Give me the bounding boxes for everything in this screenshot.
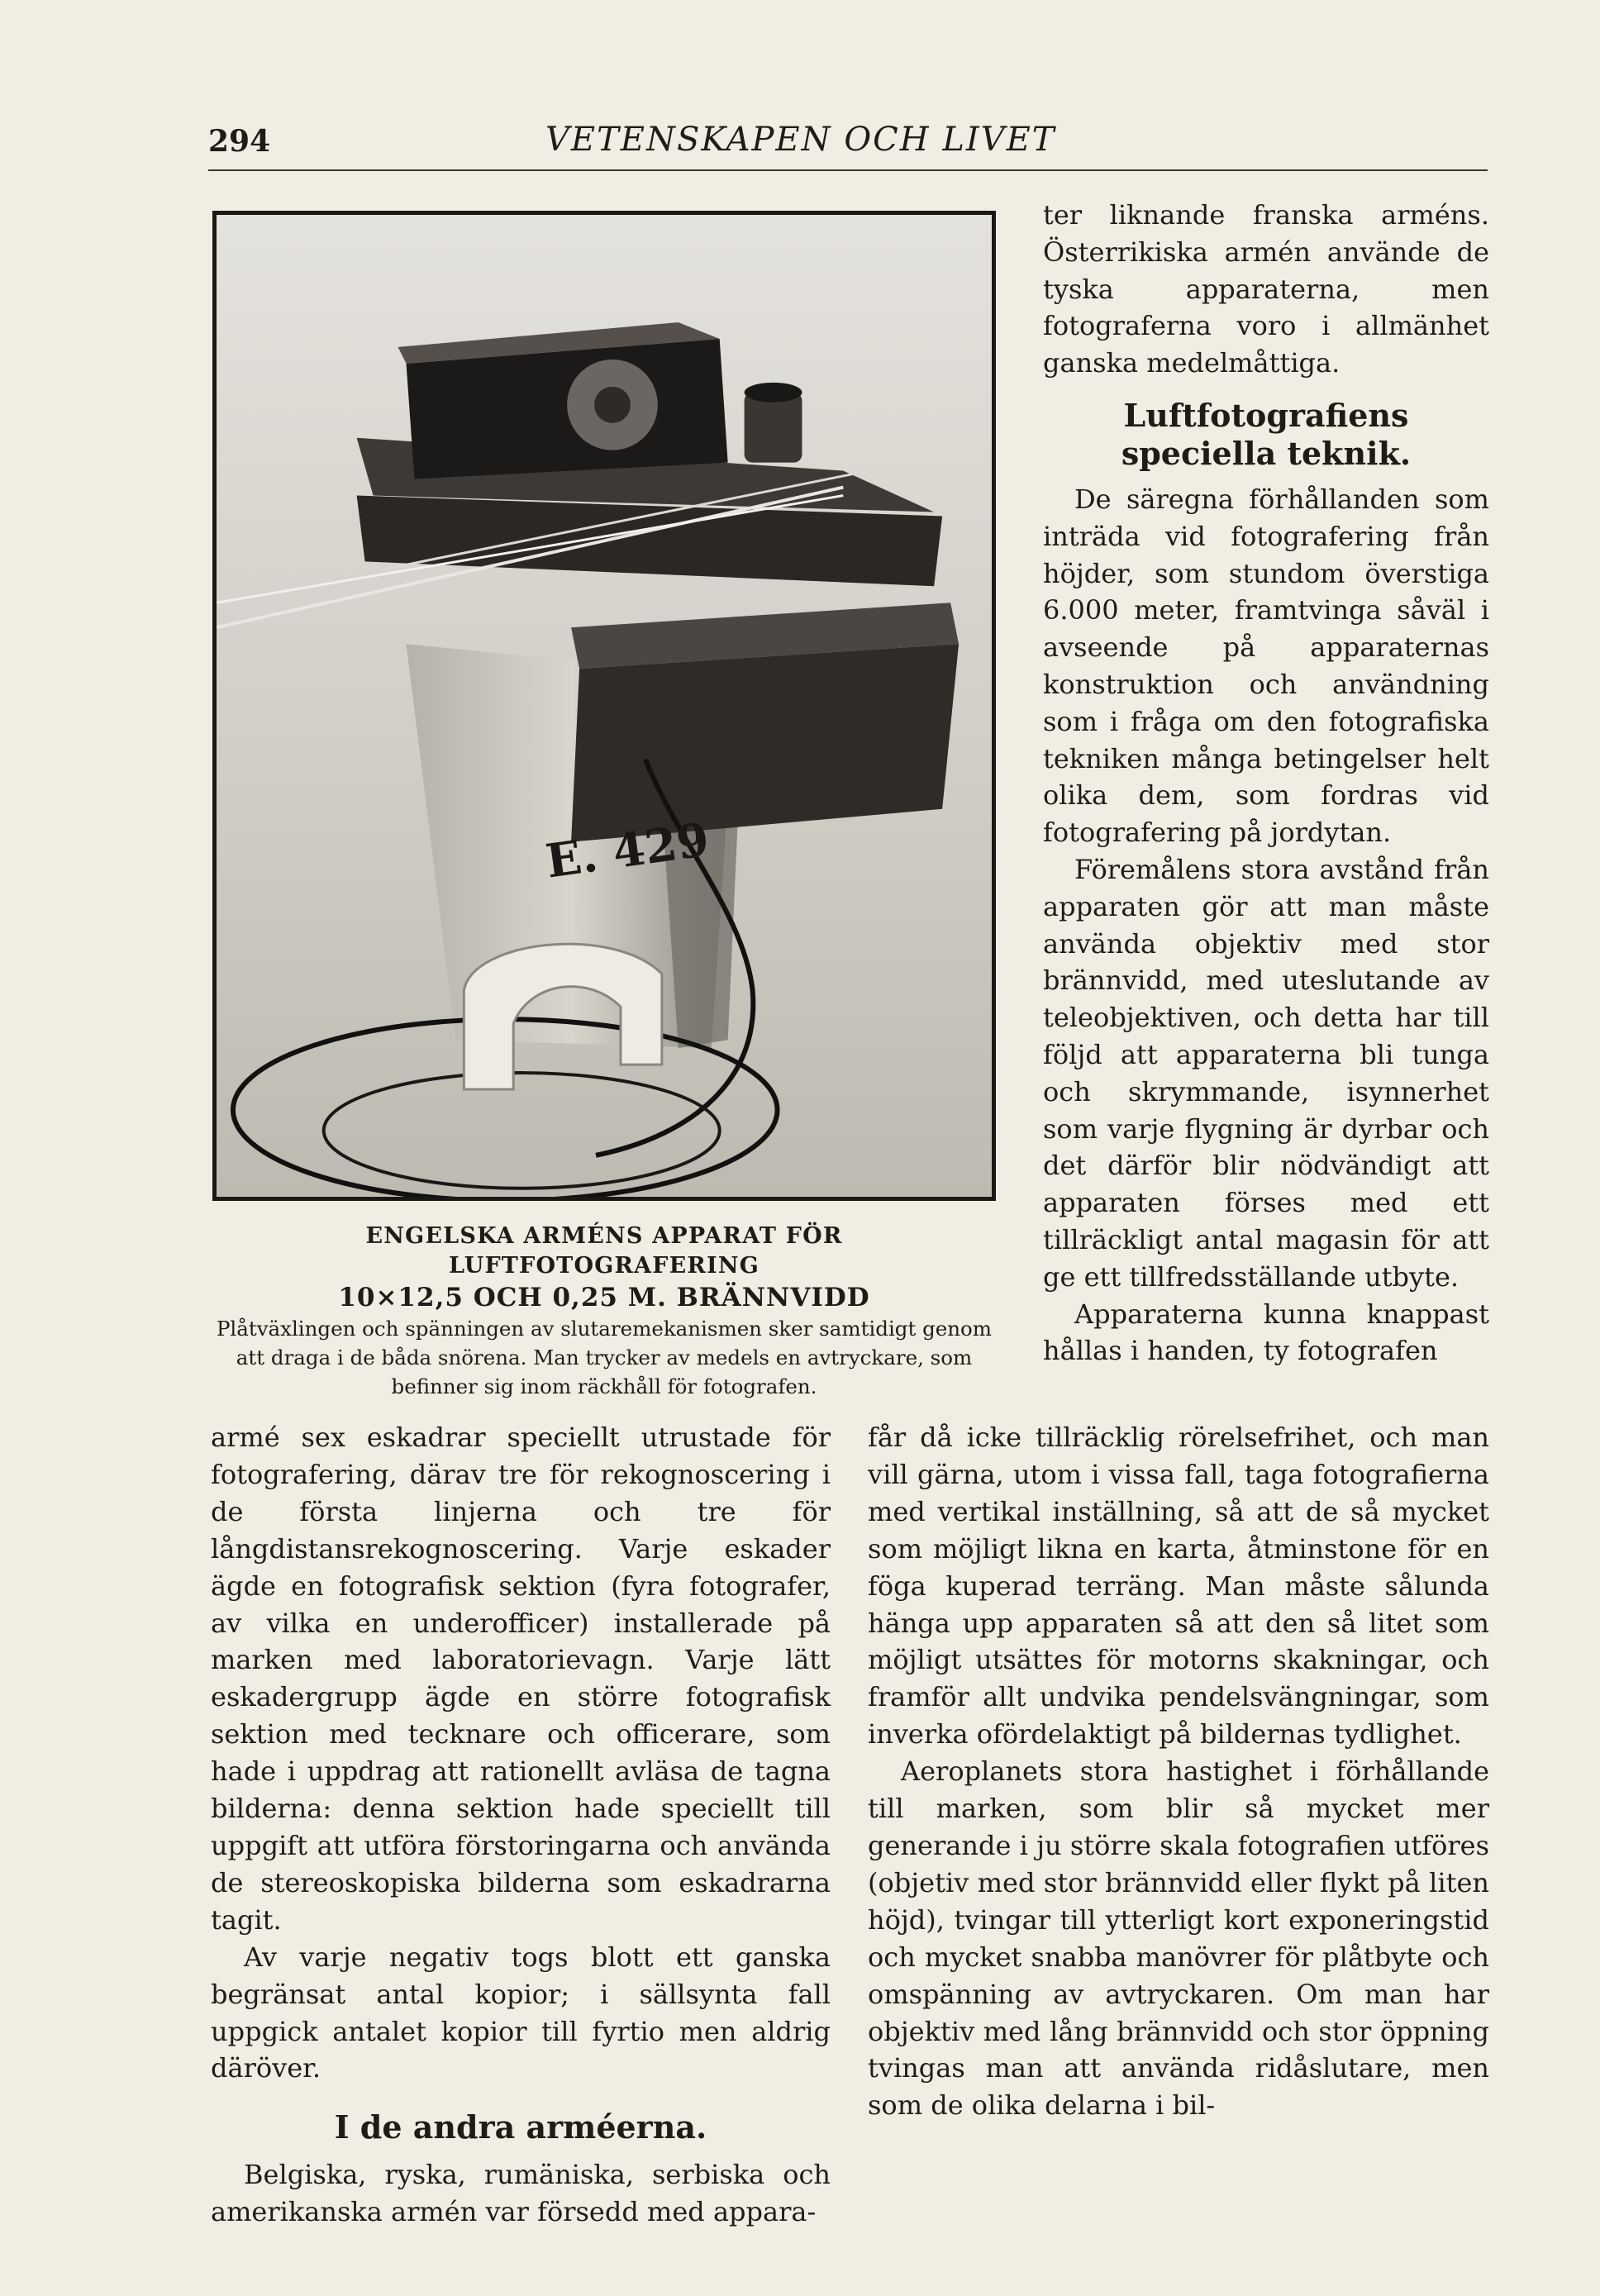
caption-body: Plåtväxlingen och spänningen av slutaremekanismen sker samtidigt genom att draga i de båda snörena. Man trycker av medels en avtryckare, som befinner sig inom räckhåll för fotografen. bbox=[216, 1317, 993, 1398]
paragraph: Apparaterna kunna knappast hållas i handen, ty fotografen bbox=[1043, 1298, 1489, 1367]
paragraph: Belgiska, ryska, rumäniska, serbiska och amerikanska armén var försedd med appara- bbox=[211, 2159, 831, 2228]
paragraph: De säregna förhållanden som inträda vid fotografering från höjder, som stundom överstiga 6.000 meter, framtvinga såväl i avseende på apparaternas konstruktion och användning som i fråga om den fotografiska tekniken många betingelser helt olika dem, som fordras vid fotografering på jordytan. bbox=[1043, 483, 1489, 849]
figure-caption bbox=[208, 1222, 1000, 1401]
right-column-upper bbox=[1043, 197, 1489, 1370]
paragraph: Aeroplanets stora hastighet i förhållande till marken, som blir så mycket mer generande i ju större skala fotografien utföres (objetiv med stor brännvidd eller flykt på liten höjd), tvingar till ytterligt kort exponeringstid och mycket snabba manövrer för plåtbyte och omspänning av avtryckaren. Om man har objektiv med lång brännvidd och stor öppning tvingas man att använda ridåslutare, men som de olika delarna i bil- bbox=[868, 1755, 1489, 2122]
paragraph: får då icke tillräcklig rörelsefrihet, och man vill gärna, utom i vissa fall, taga fotografierna med vertikal inställning, så att de så mycket som möjligt likna en karta, åtminstone för en föga kuperad terräng. Man måste sålunda hänga upp apparaten så att den så litet som möjligt utsättes för motorns skakningar, och framför allt undvika pendelsvängningar, som inverka ofördelaktigt på bildernas tydlighet. bbox=[868, 1422, 1489, 1751]
section-heading: Luftfotografiens speciella teknik. bbox=[1121, 396, 1412, 472]
paragraph: Föremålens stora avstånd från apparaten gör att man måste använda objektiv med stor brännvidd, med uteslutande av teleobjektiven, och detta har till följd att apparaterna bli tunga och skrymmande, isynnerhet som varje flygning är dyrbar och det därför blir nödvändigt att apparaten förses med ett tillräckligt antal magasin för att ge ett tillfredsställande utbyte. bbox=[1043, 853, 1489, 1293]
right-column-lower bbox=[868, 1419, 1489, 2124]
paragraph: Av varje negativ togs blott ett ganska begränsat antal kopior; i sällsynta fall uppgick antalet kopior till fyrtio men aldrig däröver. bbox=[211, 1941, 831, 2084]
page-number: 294 bbox=[208, 124, 271, 159]
running-title: VETENSKAPEN OCH LIVET bbox=[545, 121, 1056, 159]
caption-subtitle: 10×12,5 OCH 0,25 M. BRÄNNVIDD bbox=[338, 1283, 870, 1312]
left-column bbox=[211, 1419, 831, 2231]
paragraph: ter liknande franska arméns. Österrikiska armén använde de tyska apparaterna, men fotograferna voro i allmänhet ganska medelmåttiga. bbox=[1043, 199, 1489, 379]
header-rule bbox=[208, 169, 1488, 171]
paragraph: armé sex eskadrar speciellt utrustade för fotografering, därav tre för rekognoscering i de första linjerna och tre för långdistansrekognoscering. Varje eskader ägde en fotografisk sektion (fyra fotografer, av vilka en underofficer) installerade på marken med laboratorievagn. Varje lätt eskadergrupp ägde en större fotografisk sektion med tecknare och officerare, som hade i uppdrag att rationellt avläsa de tagna bilderna: denna sektion hade speciellt till uppgift att utföra förstoringarna och använda de stereoskopiska bilderna som eskadrarna tagit. bbox=[211, 1422, 831, 1936]
camera-photograph bbox=[212, 211, 996, 1201]
section-heading: I de andra arméerna. bbox=[334, 2108, 707, 2146]
caption-title: ENGELSKA ARMÉNS APPARAT FÖR LUFTFOTOGRAFERING bbox=[365, 1223, 843, 1279]
figure-label: E. 429 bbox=[542, 812, 712, 889]
